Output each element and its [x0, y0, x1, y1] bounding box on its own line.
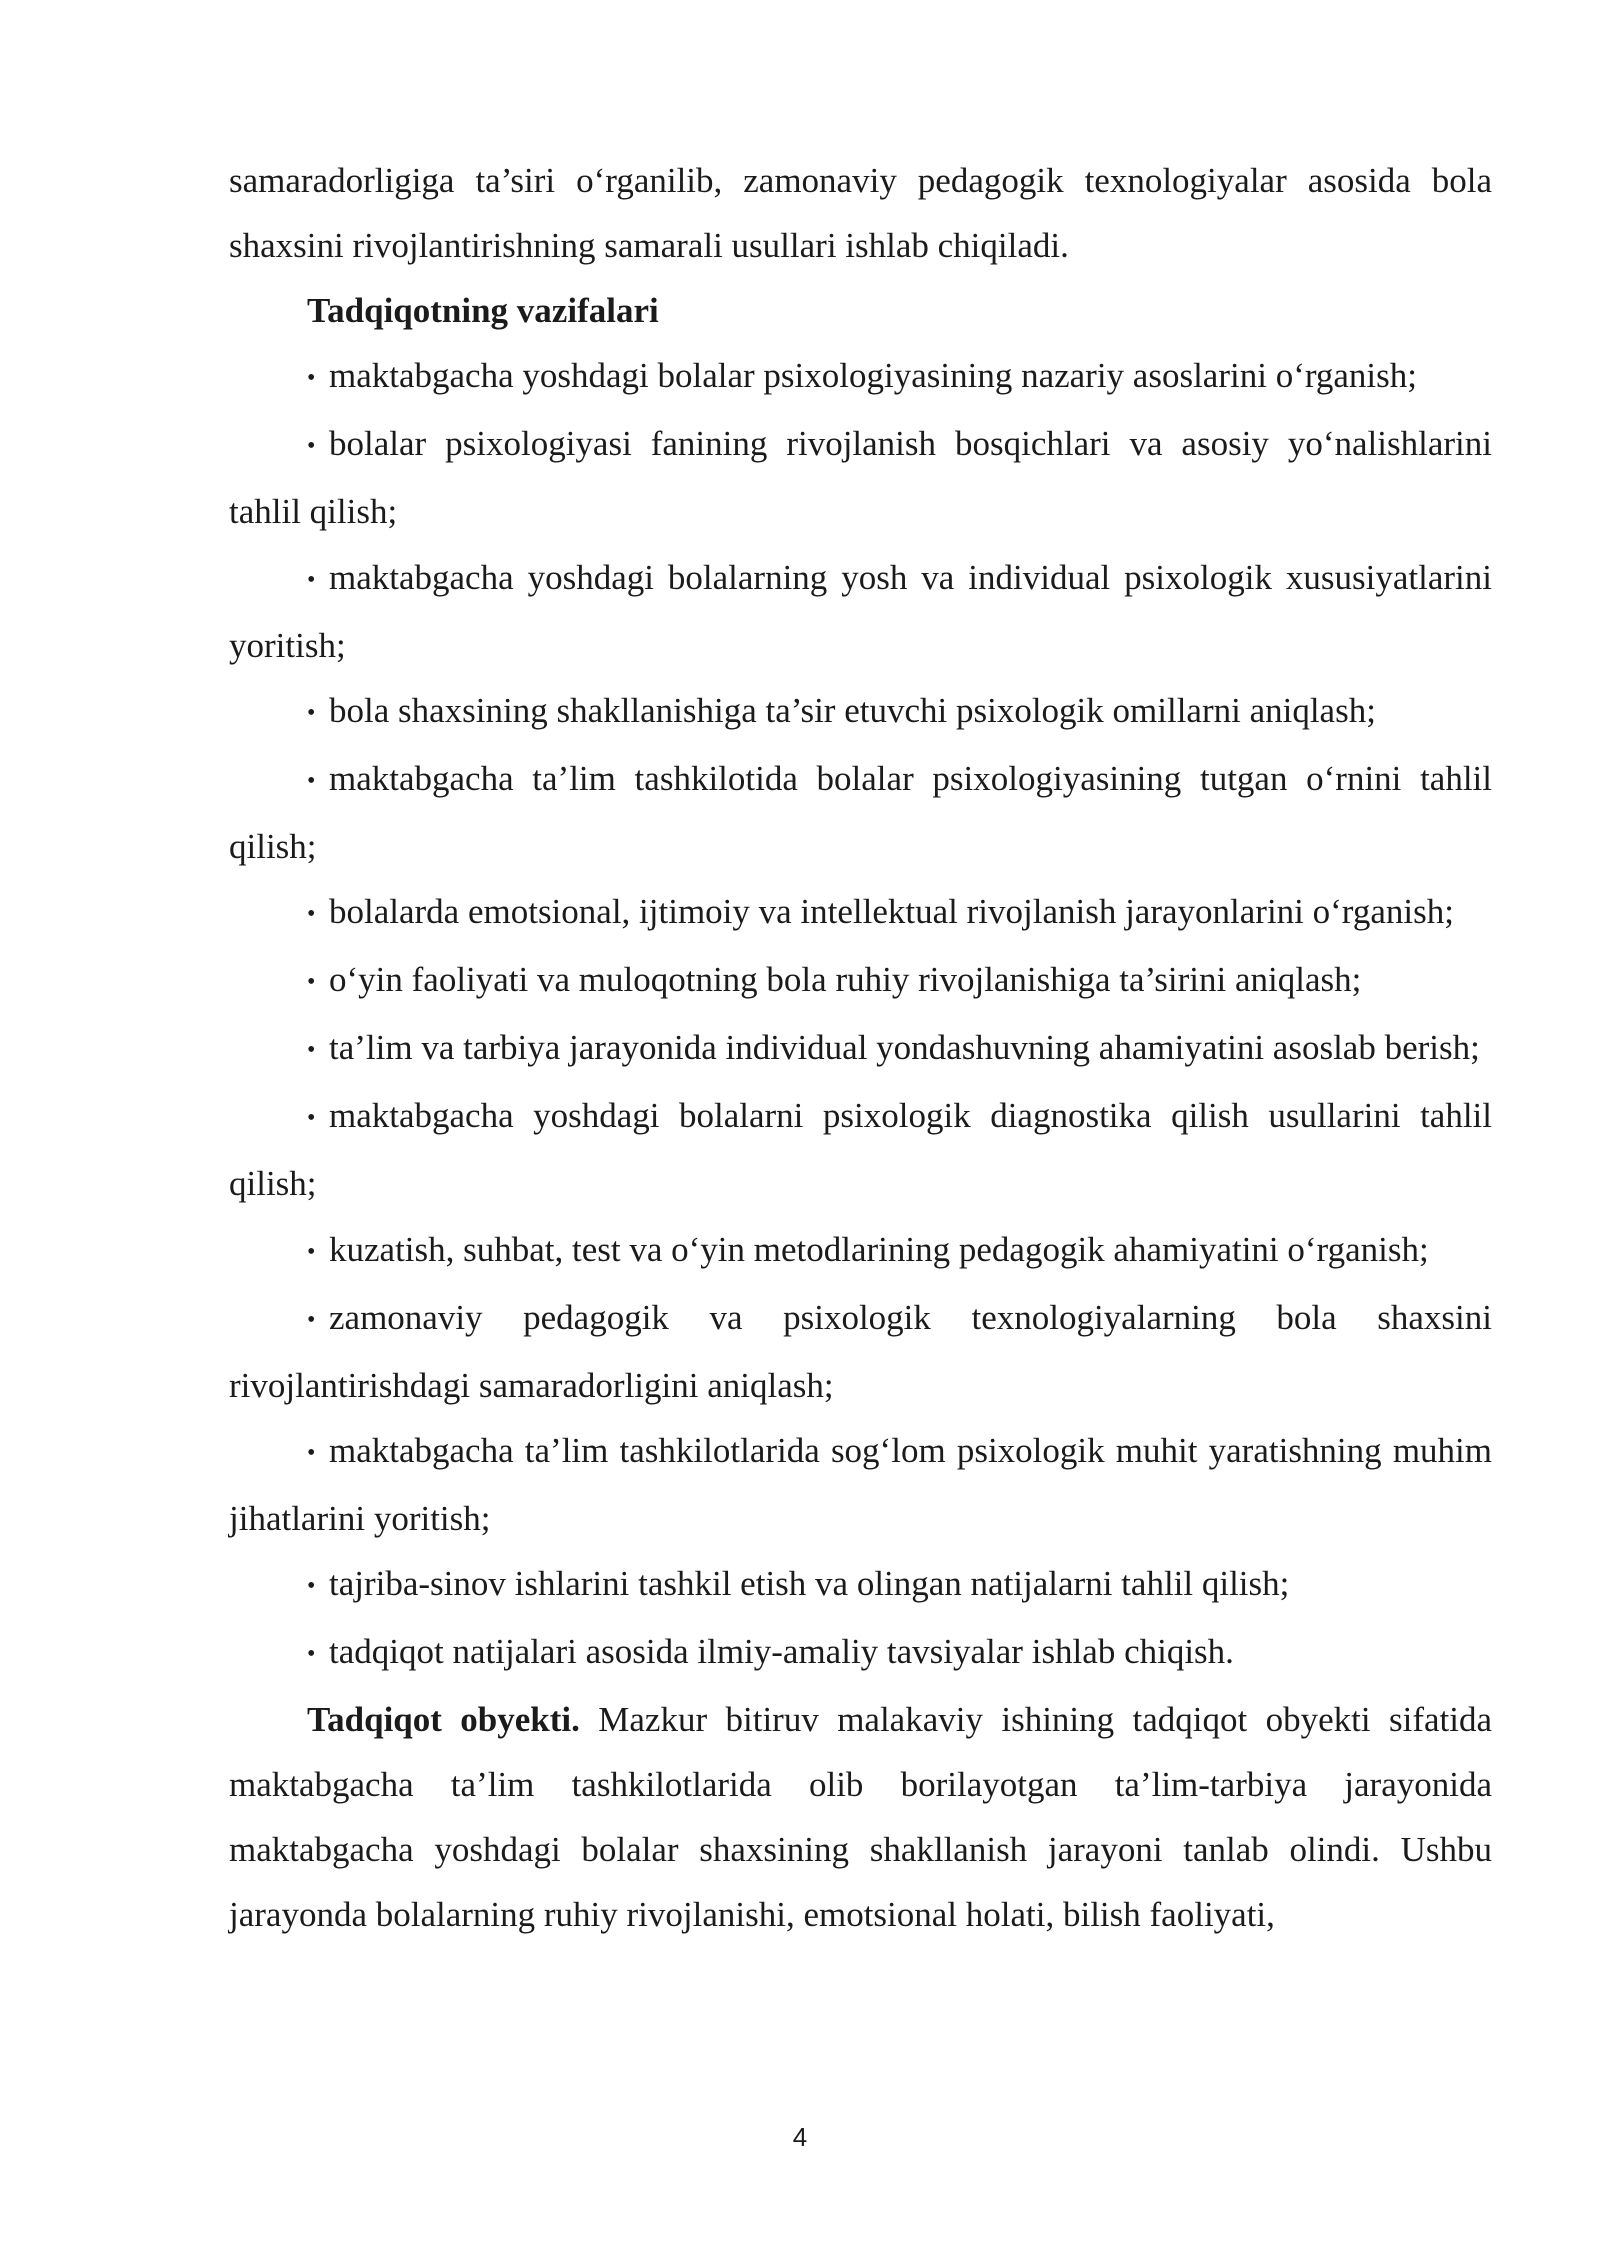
intro-paragraph: samaradorligiga ta’siri o‘rganilib, zamonaviy pedagogik texnologiyalar asosida bola shaxsini rivojlantirishning samarali usullari ishlab chiqiladi. [229, 161, 1492, 266]
list-item-text: bola shaxsining shakllanishiga ta’sir etuvchi psixologik omillarni aniqlash; [329, 690, 1376, 730]
list-item [229, 411, 1492, 544]
bullet-icon: • [307, 699, 316, 726]
bullet-icon: • [307, 767, 316, 794]
bullet-icon: • [307, 566, 316, 593]
list-item [229, 1619, 1492, 1687]
list-item [229, 746, 1492, 879]
document-page [229, 148, 1492, 1948]
bullet-icon: • [307, 1105, 316, 1132]
list-item-text: tajriba-sinov ishlarini tashkil etish va olingan natijalarni tahlil qilish; [329, 1563, 1290, 1603]
bullet-icon: • [307, 433, 316, 460]
list-item-text: tadqiqot natijalari asosida ilmiy-amaliy tavsiyalar ishlab chiqish. [329, 1632, 1234, 1672]
object-label: Tadqiqot obyekti. [307, 1700, 580, 1740]
list-item [229, 947, 1492, 1015]
bullet-icon: • [307, 1238, 316, 1265]
bullet-icon: • [307, 969, 316, 996]
list-item-text: maktabgacha ta’lim tashkilotida bolalar psixologiyasining tutgan o‘rnini tahlil qilish; [229, 758, 1492, 866]
list-item [229, 1285, 1492, 1418]
list-item [229, 1217, 1492, 1285]
object-text: Mazkur bitiruv malakaviy ishining tadqiqot obyekti sifatida maktabgacha ta’lim tashkilotlarida olib borilayotgan ta’lim-tarbiya jarayonida maktabgacha yoshdagi bolalar shaxsining shakllanish jarayoni tanlab olindi. Ushbu jarayonda bolalarning ruhiy rivojlanishi, emotsional holati, bilish faoliyati, [229, 1700, 1492, 1935]
list-item-text: maktabgacha yoshdagi bolalarni psixologik diagnostika qilish usullarini tahlil qilish; [229, 1096, 1492, 1204]
tasks-list [229, 343, 1492, 1687]
list-item-text: maktabgacha ta’lim tashkilotlarida sog‘lom psixologik muhit yaratishning muhim jihatlarini yoritish; [229, 1430, 1492, 1538]
tasks-heading: Tadqiqotning vazifalari [307, 291, 659, 331]
list-item [229, 343, 1492, 411]
list-item-text: bolalar psixologiyasi fanining rivojlanish bosqichlari va asosiy yo‘nalishlarini tahlil qilish; [229, 424, 1492, 532]
bullet-icon: • [307, 1572, 316, 1599]
list-item-text: ta’lim va tarbiya jarayonida individual yondashuvning ahamiyatini asoslab berish; [329, 1028, 1480, 1068]
object-paragraph [229, 1687, 1492, 1947]
list-item-text: kuzatish, suhbat, test va o‘yin metodlarining pedagogik ahamiyatini o‘rganish; [329, 1229, 1429, 1269]
bullet-icon: • [307, 1439, 316, 1466]
list-item [229, 879, 1492, 947]
list-item-text: o‘yin faoliyati va muloqotning bola ruhiy rivojlanishiga ta’sirini aniqlash; [329, 960, 1362, 1000]
bullet-icon: • [307, 365, 316, 392]
list-item-text: bolalarda emotsional, ijtimoiy va intellektual rivojlanish jarayonlarini o‘rganish; [329, 892, 1454, 932]
page-number: 4 [792, 2122, 808, 2152]
bullet-icon: • [307, 1306, 316, 1333]
list-item-text: zamonaviy pedagogik va psixologik texnologiyalarning bola shaxsini rivojlantirishdagi samaradorligini aniqlash; [229, 1297, 1492, 1405]
list-item-text: maktabgacha yoshdagi bolalarning yosh va individual psixologik xususiyatlarini yoritish; [229, 557, 1492, 665]
bullet-icon: • [307, 901, 316, 928]
list-item [229, 1015, 1492, 1083]
list-item [229, 1418, 1492, 1551]
list-item [229, 545, 1492, 678]
list-item-text: maktabgacha yoshdagi bolalar psixologiyasining nazariy asoslarini o‘rganish; [329, 356, 1417, 396]
bullet-icon: • [307, 1641, 316, 1668]
list-item [229, 1083, 1492, 1216]
list-item [229, 678, 1492, 746]
list-item [229, 1551, 1492, 1619]
bullet-icon: • [307, 1037, 316, 1064]
